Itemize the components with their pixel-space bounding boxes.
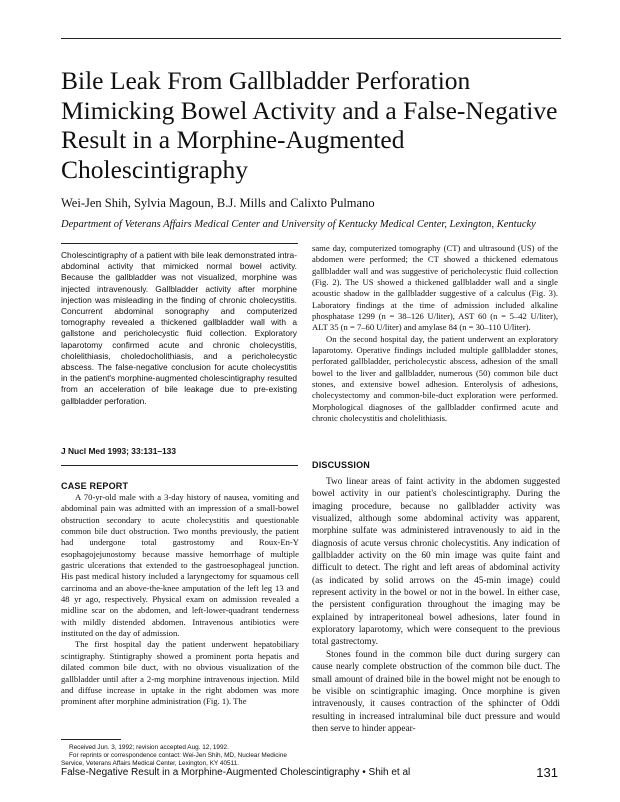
- paragraph: On the second hospital day, the patient underwent an exploratory laparotomy. Operative findings included multiple gallbladder stones, perforated gallbladder, pericholecystic abscess, adhesion of the small bowel to the liver and gallbladder, numerous (50) common bile duct stones, and extensive bowel adhesion. Enterolysis of adhesions, cholecystectomy and common-bile-duct exploration were performed. Morphological diagnoses of the gallbladder confirmed acute and chronic cholecystitis and cholelithiasis.: [312, 333, 558, 424]
- paragraph: Stones found in the common bile duct during surgery can cause nearly complete obstruction of the common bile duct. The small amount of drained bile in the bowel might not be enough to be visible on scintigraphic imaging. Once morphine is given intravenously, it causes contraction of the sphincter of Oddi resulting in increased intraluminal bile duct pressure and would then serve to hinder appear-: [312, 649, 560, 734]
- affiliation: Department of Veterans Affairs Medical Center and University of Kentucky Medical Center, Lexington, Kentucky: [61, 219, 536, 230]
- page-number: 131: [536, 765, 558, 780]
- abstract-rule-top: [61, 243, 298, 244]
- case-report-continuation: [312, 243, 558, 425]
- title-line: Cholescintigraphy: [61, 154, 248, 184]
- footnote-received: Received Jun. 3, 1992; revision accepted Aug. 12, 1992.: [69, 744, 229, 751]
- title-line: Bile Leak From Gallbladder Perforation: [61, 66, 471, 95]
- paragraph: Two linear areas of faint activity in the abdomen suggested bowel activity in our patient's cholescintigraphy. During the imaging procedure, because no gallbladder activity was visualized, although some abdominal activity was apparent, morphine sulfate was administered intravenously to aid in the diagnosis of acute versus chronic cholecystitis. Any indication of gallbladder activity on the 60 min image was quite faint and difficult to detect. The right and left areas of abdominal activity (as indicated by solid arrows on the 45-min image) could represent activity in the bowel or not in the bowel. In either case, the persistent configuration throughout the imaging may be explained by intraperitoneal bowel adhesions, later found in exploratory laparotomy, which were consequent to the previous total gastrectomy.: [312, 477, 560, 648]
- paragraph: A 70-yr-old male with a 3-day history of nausea, vomiting and abdominal pain was admitted with an impression of a small-bowel obstruction secondary to acute cholecystitis and questionable common bile duct obstruction. Two months previously, the patient had undergone total gastrostomy and Roux-En-Y esophagojejunostomy because massive hemorrhage of multiple gastric ulcerations that extended to the gastroesophageal junction. His past medical history included a laryngectomy for squamous cell carcinoma and an above-the-knee amputation of the left leg 13 and 48 yr ago, respectively. Physical exam on admission revealed a midline scar on the abdomen, and left-lower-quadrant tenderness with mildly distended abdomen. Intravenous antibiotics were instituted on the day of admission.: [61, 492, 299, 639]
- running-title: False-Negative Result in a Morphine-Augmented Cholescintigraphy • Shih et al: [61, 767, 411, 778]
- discussion-heading: DISCUSSION: [312, 460, 371, 470]
- journal-citation: J Nucl Med 1993; 33:131–133: [61, 446, 176, 456]
- title-line: Result in a Morphine-Augmented: [61, 125, 405, 154]
- article-title: [61, 66, 591, 184]
- case-report-heading: CASE REPORT: [61, 481, 129, 491]
- page-footer: [61, 767, 558, 781]
- author-list: Wei-Jen Shih, Sylvia Magoun, B.J. Mills and Calixto Pulmano: [61, 196, 375, 210]
- abstract-rule-bottom: [61, 465, 298, 466]
- discussion-body: [312, 476, 560, 735]
- title-line: Mimicking Bowel Activity and a False-Negative: [61, 95, 558, 125]
- top-rule: [61, 38, 561, 39]
- paragraph: same day, computerized tomography (CT) and ultrasound (US) of the abdomen were performed; the CT showed a thickened edematous gallbladder wall and was suggestive of pericholecystic fluid collection (Fig. 2). The US showed a thickened gallbladder wall and a single acoustic shadow in the gallbladder suggestive of a calculus (Fig. 3). Laboratory findings at the time of admission included alkaline phosphatase 1299 (n = 38–126 U/liter), AST 60 (n = 5–42 U/liter), ALT 35 (n = 7–60 U/liter) and amylase 84 (n = 30–110 U/liter).: [312, 243, 558, 333]
- abstract-text: Cholescintigraphy of a patient with bile leak demonstrated intra-abdominal activity that mimicked normal bowel activity. Because the gallbladder was not visualized, morphine was injected intravenously. Gallbladder activity after morphine injection was misleading in the finding of chronic cholecystitis. Concurrent abdominal sonography and computerized tomography revealed a thickened gallbladder wall with a gallstone and pericholecystic fluid collection. Exploratory laparotomy confirmed acute and chronic cholecystitis, cholelithiasis, choledocholithiasis, and a pericholecystic abscess. The false-negative conclusion for acute cholecystitis in the patient's morphine-augmented cholescintigraphy resulted from an acceleration of bile leakage due to pre-existing gallbladder perforation.: [61, 250, 297, 406]
- footnote-correspondence: For reprints or correspondence contact: Wei-Jen Shih, MD, Nuclear Medicine Service, Veterans Affairs Medical Center, Lexington, KY 40511.: [61, 752, 287, 767]
- paragraph: The first hospital day the patient underwent hepatobiliary scintigraphy. Stintigraphy showed a prominent porta hepatis and dilated common bile duct, with no obvious visualization of the gallbladder until after a 2-mg morphine intravenous injection. Mild and diffuse increase in uptake in the right abdomen was more prominent after morphine administration (Fig. 1). The: [61, 639, 299, 707]
- footnote-rule: [61, 739, 121, 740]
- case-report-body: [61, 492, 299, 708]
- footnotes: [61, 744, 299, 768]
